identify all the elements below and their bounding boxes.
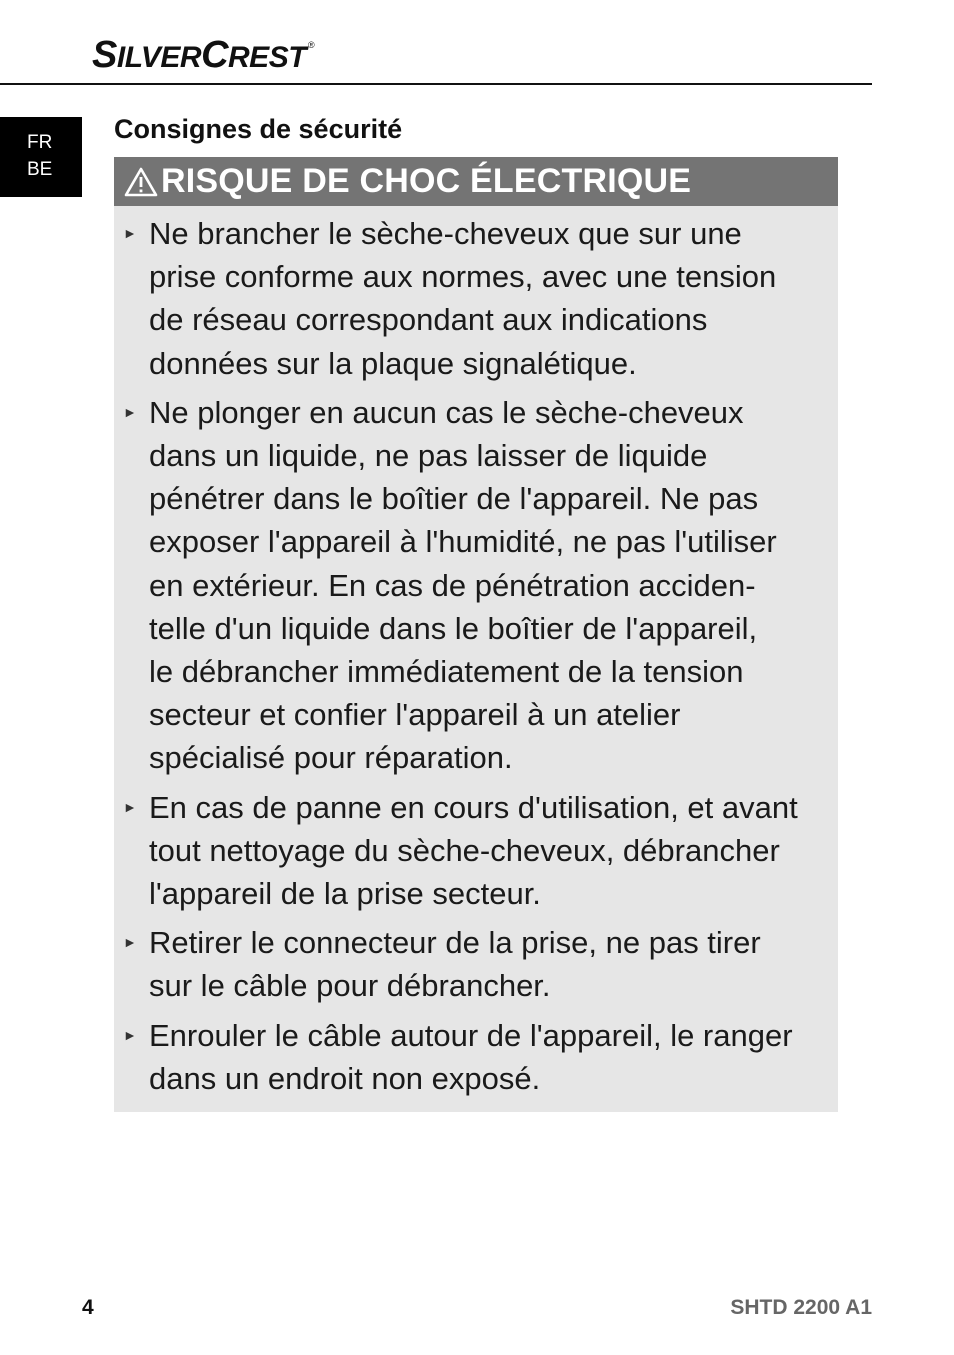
logo-text-ilver: ILVER	[116, 41, 202, 74]
silvercrest-logo	[92, 34, 314, 77]
model-number: SHTD 2200 A1	[730, 1296, 872, 1319]
language-code-be: BE	[27, 159, 53, 180]
warning-triangle-icon	[124, 167, 158, 197]
bullet-arrow-icon: ►	[123, 1026, 137, 1043]
section-title: Consignes de sécurité	[114, 114, 403, 144]
bullet-arrow-icon: ►	[123, 225, 137, 241]
instruction-text-line: dans un liquide, ne pas laisser de liquide	[149, 438, 708, 474]
instruction-text-line: données sur la plaque signalétique.	[149, 345, 637, 381]
safety-instruction-item	[114, 921, 838, 1007]
instruction-text-line: en extérieur. En cas de pénétration acciden-	[149, 567, 756, 603]
instruction-text-line: pénétrer dans le boîtier de l'appareil. Ne pas	[149, 481, 759, 517]
warning-body	[114, 206, 838, 1112]
instruction-text-line: de réseau correspondant aux indications	[149, 302, 708, 338]
safety-instruction-item	[114, 1014, 838, 1100]
instruction-text-line: sur le câble pour débrancher.	[149, 968, 551, 1004]
safety-instructions-list	[114, 212, 838, 1100]
safety-instruction-item	[114, 391, 838, 780]
logo-letter-c: C	[201, 34, 229, 76]
bullet-arrow-icon: ►	[123, 798, 137, 815]
instruction-text-line: spécialisé pour réparation.	[149, 740, 513, 776]
header-divider	[0, 83, 872, 85]
warning-header	[114, 157, 838, 206]
warning-title: RISQUE DE CHOC ÉLECTRIQUE	[161, 162, 692, 200]
logo-text-rest: REST	[228, 41, 307, 74]
instruction-text-line: telle d'un liquide dans le boîtier de l'appareil,	[149, 610, 758, 646]
instruction-text-line: prise conforme aux normes, avec une tension	[149, 259, 777, 295]
page-number: 4	[82, 1296, 94, 1319]
instruction-text-line: l'appareil de la prise secteur.	[149, 876, 541, 912]
language-tab	[0, 117, 82, 197]
instruction-text-line: Ne plonger en aucun cas le sèche-cheveux	[149, 394, 744, 430]
language-code-fr: FR	[27, 132, 53, 153]
instruction-text-line: exposer l'appareil à l'humidité, ne pas l'utiliser	[149, 524, 777, 560]
safety-instruction-item	[114, 786, 838, 916]
bullet-arrow-icon: ►	[123, 934, 137, 951]
instruction-text-line: Enrouler le câble autour de l'appareil, le ranger	[149, 1017, 793, 1053]
instruction-text-line: secteur et confier l'appareil à un atelier	[149, 697, 681, 733]
logo-letter-s: S	[92, 34, 117, 76]
instruction-text-line: dans un endroit non exposé.	[149, 1060, 541, 1096]
registered-mark: ®	[308, 40, 315, 50]
instruction-text-line: Retirer le connecteur de la prise, ne pas tirer	[149, 925, 761, 961]
safety-instruction-item	[114, 212, 838, 385]
instruction-text-line: Ne brancher le sèche-cheveux que sur une	[149, 216, 742, 251]
instruction-text-line: En cas de panne en cours d'utilisation, et avant	[149, 789, 798, 825]
instruction-text-line: le débrancher immédiatement de la tension	[149, 654, 744, 690]
instruction-text-line: tout nettoyage du sèche-cheveux, débrancher	[149, 832, 780, 868]
bullet-arrow-icon: ►	[123, 403, 137, 420]
